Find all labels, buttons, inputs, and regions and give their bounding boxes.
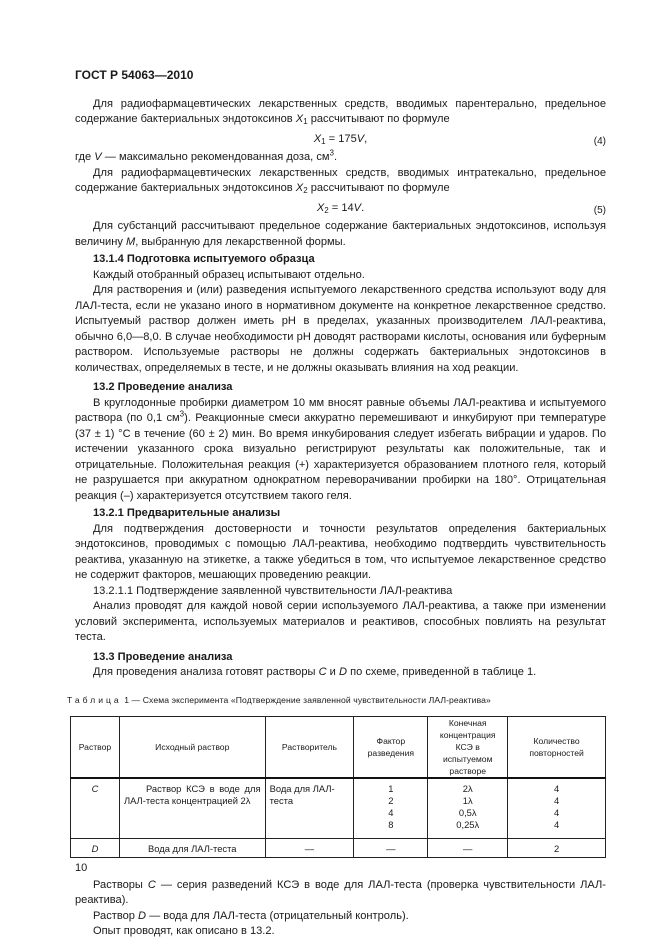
paragraph: Раствор D — вода для ЛАЛ-теста (отрицательный контроль). (93, 909, 409, 922)
cell-source: Раствор КСЭ в воде для ЛАЛ-теста концентрацией 2λ (119, 778, 265, 838)
column-header: Конечная концентрация КСЭ в испытуемом растворе (428, 717, 508, 779)
cell-repetitions: 4 4 4 4 (508, 778, 606, 838)
paragraph-substances: Для субстанций рассчитывают предельное содержание бактериальных эндотоксинов, используя величину M, выбранную для лекарственной формы. (75, 220, 606, 248)
cell-factor: 1 2 4 8 (354, 778, 428, 838)
heading-13-2: 13.2 Проведение анализа (93, 381, 233, 393)
heading-13-3: 13.3 Проведение анализа (93, 650, 233, 663)
cell-source: Вода для ЛАЛ-теста (119, 838, 265, 857)
paragraph-parenteral: Для радиофармацевтических лекарственных средств, вводимых парентерально, предельное содержание бактериальных эндотоксинов $X_1$ рассчитывают по формуле (75, 97, 606, 126)
formula-number: (4) (593, 135, 606, 147)
paragraph: В круглодонные пробирки диаметром 10 мм вносят равные объемы ЛАЛ-реактива и испытуемого раствора (по 0,1 $см^3$). Реакционные смеси аккуратно перемешивают и инкубируют при температуре (37 ± 1) °С в течение (60 ± 2) мин. Во время инкубирования следует избегать вибрации и ударов. По истечении указанного срока визуально регистрируют результаты как положительные, так и отрицательные. Положительная реакция (+) характеризуется образованием плотного геля, который не разрушается при аккуратном однократном переворачивании пробирки на 180°. Отрицательная реакция (–) характеризуется отсутствием такого геля. (75, 396, 606, 502)
column-header: Фактор разведения (354, 717, 428, 779)
cell-repetitions: 2 (508, 838, 606, 857)
paragraph-intrathecal: Для радиофармацевтических лекарственных средств, вводимых интратекально, предельное содержание бактериальных эндотоксинов $X_2$ рассчитывают по формуле (75, 166, 606, 195)
table-row (71, 838, 606, 857)
paragraph: Для проведения анализа готовят растворы C и D по схеме, приведенной в таблице 1. (93, 666, 537, 678)
paragraph: Для подтверждения достоверности и точности результатов определения бактериальных эндотоксинов, проводимых с помощью ЛАЛ-реактива, необходимо подтвердить чувствительность реактива, указанную на этикетке, а также убедиться в том, что испытуемое лекарственное средство не содержит факторов, мешающих проведению реакции. (75, 522, 606, 581)
paragraph: Опыт проводят, как описано в 13.2. (93, 925, 275, 937)
column-header: Растворитель (265, 717, 354, 779)
heading-13-1-4: 13.1.4 Подготовка испытуемого образца (93, 253, 315, 265)
cell-solution: D (71, 838, 120, 857)
cell-solvent: Вода для ЛАЛ-теста (265, 778, 354, 838)
table-row (71, 778, 606, 838)
cell-concentration: 2λ 1λ 0,5λ 0,25λ (428, 778, 508, 838)
experiment-table (70, 716, 606, 858)
formula-4: $X_1 = 175V$, (4) (75, 132, 606, 148)
document-header: ГОСТ Р 54063—2010 (75, 68, 194, 82)
formula-5: $X_2 = 14V$. (5) (75, 201, 606, 217)
document-page (67, 68, 606, 940)
column-header: Количество повторностей (508, 717, 606, 779)
paragraph: Для растворения и (или) разведения испытуемого лекарственного средства используют воду для ЛАЛ-теста, если не указано иного в нормативном документе на конкретное лекарственное средство. Испытуемый раствор должен иметь pH в пределах, указанных производителем ЛАЛ-реактива, обычно 6,0—8,0. В случае необходимости pH доводят растворами кислоты, основания или буферным раствором. Используемые растворы не должны содержать бактериальных эндотоксинов в количествах, определяемых в тесте, и не должны оказывать влияния на ход реакции. (75, 284, 606, 374)
column-header: Раствор (71, 717, 120, 779)
paragraph: Каждый отобранный образец испытывают отдельно. (93, 268, 365, 281)
paragraph: Растворы C — серия разведений КСЭ в воде для ЛАЛ-теста (проверка чувствительности ЛАЛ-реактива). (75, 878, 606, 906)
formula-number: (5) (593, 204, 606, 216)
column-header: Исходный раствор (119, 717, 265, 779)
paragraph: Анализ проводят для каждой новой серии используемого ЛАЛ-реактива, а также при изменении условий эксперимента, используемых материалов и реактивов, способных повлиять на результат теста. (75, 600, 606, 643)
paragraph-where: где V — максимально рекомендованная доза, $см^3$. (75, 148, 338, 163)
cell-solution: C (71, 778, 120, 838)
cell-factor: — (354, 838, 428, 857)
cell-solvent: — (265, 838, 354, 857)
page-number: 10 (75, 862, 88, 874)
heading-13-2-1-1: 13.2.1.1 Подтверждение заявленной чувствительности ЛАЛ-реактива (93, 584, 453, 597)
heading-13-2-1: 13.2.1 Предварительные анализы (93, 507, 281, 519)
cell-concentration: — (428, 838, 508, 857)
table-caption: Таблица 1 — Схема эксперимента «Подтверждение заявленной чувствительности ЛАЛ-реактива» (67, 694, 491, 705)
